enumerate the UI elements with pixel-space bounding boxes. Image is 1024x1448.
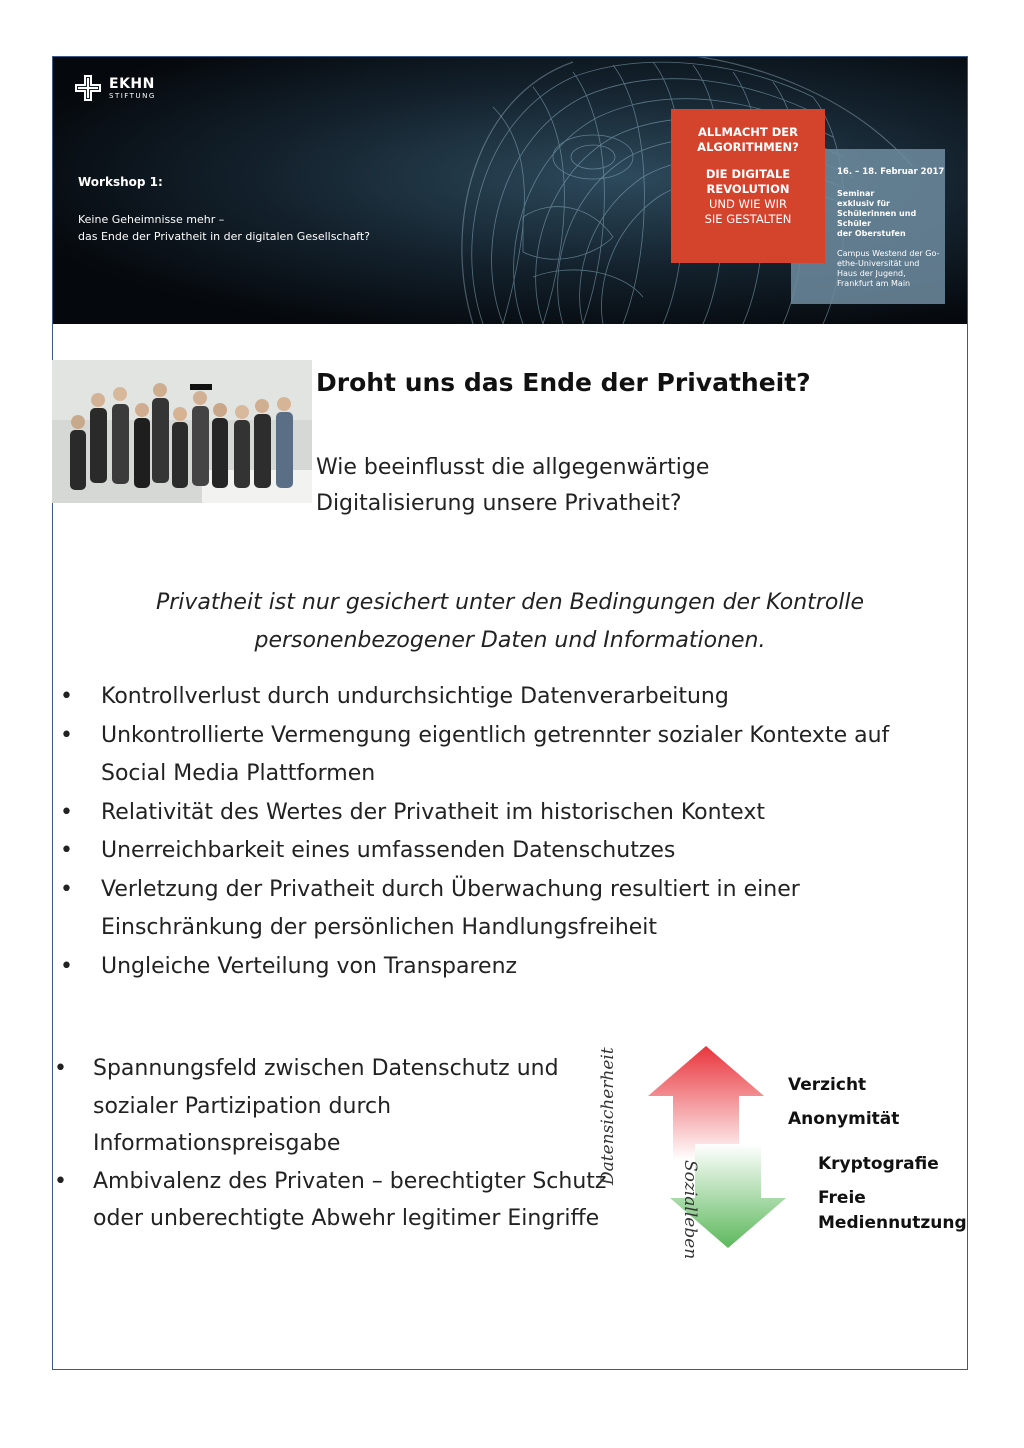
campus-line: Frankfurt am Main [837,279,911,288]
campus-line: Haus der Jugend, [837,269,906,278]
event-date: 16. – 18. Februar 2017 [837,167,945,177]
list-item: • Kontrollverlust durch undurchsichtige Datenverarbeitung [60,678,960,717]
sub-question-line: Digitalisierung unsere Privatheit? [316,491,682,516]
datensicherheit-label: Datensicherheit [598,1047,618,1185]
up-arrow-icon [648,1046,764,1160]
workshop-subtitle-line2: das Ende der Privatheit in der digitalen Gesellschaft? [78,230,371,243]
kryptografie-label: Kryptografie [818,1154,939,1174]
seminar-line: exklusiv für [837,199,890,208]
sub-question-line: Wie beeinflusst die allgegenwärtige [316,455,710,480]
sub-question [316,450,916,522]
list-item: • Unkontrollierte Vermengung eigentlich getrennter sozialer Kontexte auf Social Media Plattformen [60,717,960,794]
ekhn-logo [75,75,156,101]
event-title-line: UND WIE WIR [709,197,787,211]
event-title-line: REVOLUTION [706,182,790,196]
logo-main-text: EKHN [109,75,155,92]
bullet-list-main [60,678,960,986]
event-title-line: ALGORITHMEN? [697,140,799,154]
event-title-box [671,109,825,263]
sozialleben-label: Sozialleben [680,1160,700,1260]
campus-line: ethe-Universität und [837,259,920,268]
workshop-title: Workshop 1: [78,175,163,189]
group-photo [52,360,312,503]
list-item: • Ungleiche Verteilung von Transparenz [60,948,960,987]
banner [53,57,967,324]
list-item: • Ambivalenz des Privaten – berechtigter Schutz oder unberechtigte Abwehr legitimer Eingriffe [52,1163,632,1238]
thesis-statement [60,584,960,660]
thesis-line: Privatheit ist nur gesichert unter den Bedingungen der Kontrolle [155,590,865,615]
list-item: • Verletzung der Privatheit durch Überwachung resultiert in einer Einschränkung der persönlichen Handlungsfreiheit [60,871,960,948]
mediennutzung-label: Mediennutzung [818,1213,967,1233]
event-title-line: ALLMACHT DER [697,125,799,139]
ekhn-cross-icon [75,75,101,101]
seminar-line: Schüler [837,219,872,228]
workshop-subtitle-line1: Keine Geheimnisse mehr – [78,213,225,226]
seminar-line: der Oberstufen [837,229,906,238]
thesis-line: personenbezogener Daten und Informationen. [254,628,766,653]
seminar-line: Schülerinnen und [837,209,917,218]
verzicht-label: Verzicht [788,1075,867,1095]
page-heading: Droht uns das Ende der Privatheit? [316,368,811,397]
event-title-line: SIE GESTALTEN [704,212,792,226]
bullet-list-secondary [52,1050,632,1238]
freie-label: Freie [818,1188,866,1208]
list-item: • Spannungsfeld zwischen Datenschutz und sozialer Partizipation durch Informationspreisgabe [52,1050,632,1163]
anonymitaet-label: Anonymität [788,1109,900,1129]
seminar-line: Seminar [837,189,875,198]
event-title-line: DIE DIGITALE [705,167,791,181]
campus-line: Campus Westend der Go- [837,249,940,258]
list-item: • Relativität des Wertes der Privatheit im historischen Kontext [60,794,960,833]
logo-sub-text: STIFTUNG [109,91,156,100]
list-item: • Unerreichbarkeit eines umfassenden Datenschutzes [60,832,960,871]
